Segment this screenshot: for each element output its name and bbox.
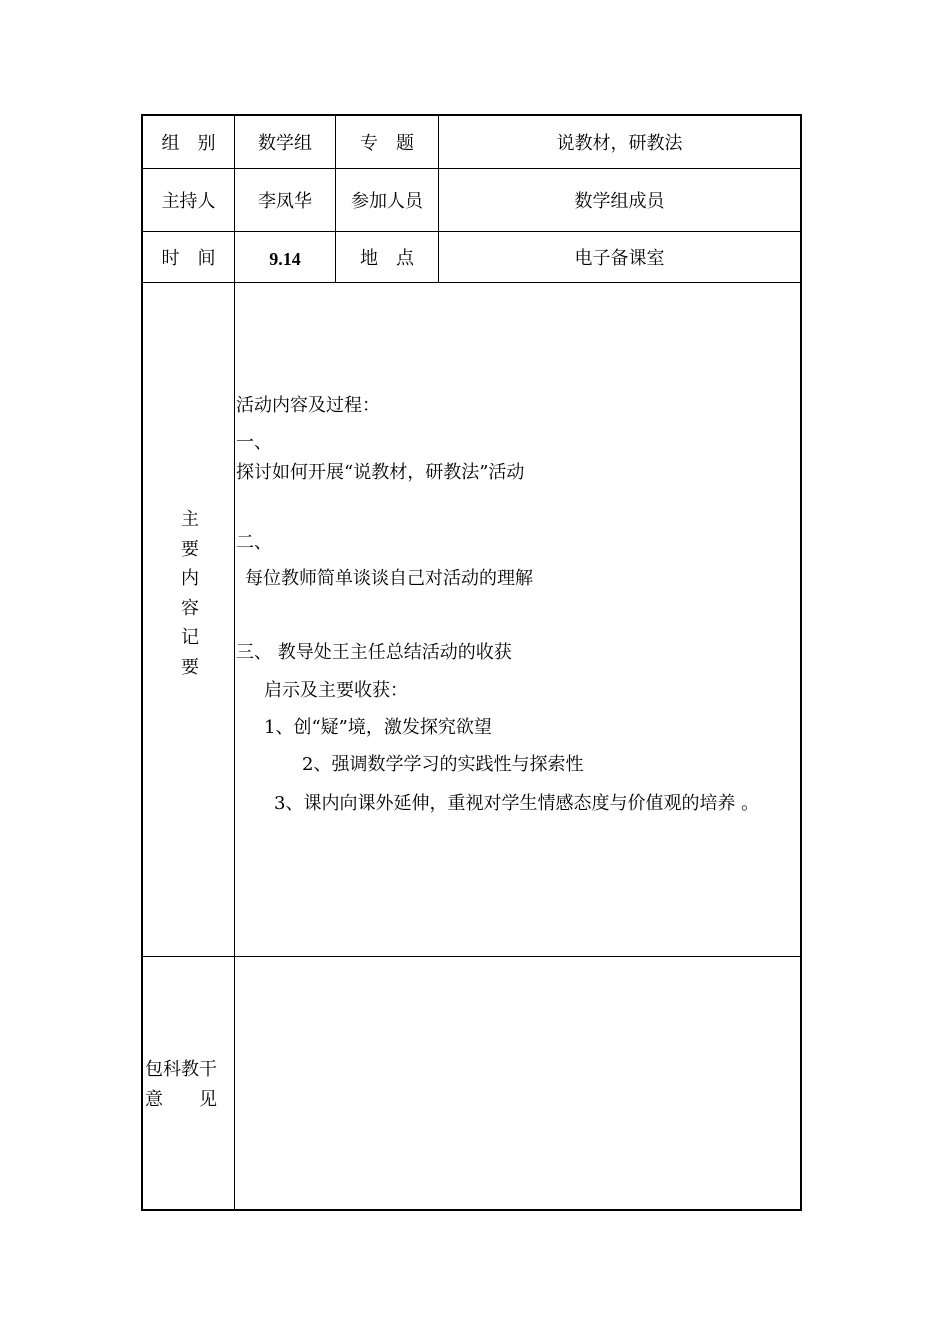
topic-label: 专 题 bbox=[360, 133, 414, 154]
place-label: 地 点 bbox=[360, 248, 414, 269]
time-value: 9.14 bbox=[269, 248, 301, 269]
content-line: 二、 bbox=[236, 532, 272, 553]
main-content-label bbox=[175, 505, 205, 682]
content-line: 启示及主要收获： bbox=[264, 680, 408, 701]
content-line: 三、 教导处王主任总结活动的收获 bbox=[236, 642, 512, 663]
label-char: 主 bbox=[181, 509, 199, 530]
content-line: 每位教师简单谈谈自己对活动的理解 bbox=[245, 568, 533, 589]
time-label: 时 间 bbox=[161, 248, 216, 269]
label-char: 内 bbox=[181, 568, 199, 589]
place-value: 电子备课室 bbox=[574, 248, 665, 269]
content-line: 探讨如何开展“说教材，研教法”活动 bbox=[236, 462, 525, 483]
content-line: 一、 bbox=[236, 432, 272, 453]
host-label: 主持人 bbox=[161, 191, 216, 212]
row-divider bbox=[141, 956, 802, 957]
participants-value: 数学组成员 bbox=[574, 191, 665, 212]
opinion-label-line2: 意 见 bbox=[145, 1089, 217, 1110]
content-line: 1、创“疑”境，激发探究欲望 bbox=[264, 717, 492, 738]
topic-value: 说教材，研教法 bbox=[556, 133, 683, 154]
label-char: 记 bbox=[181, 627, 199, 648]
host-value: 李凤华 bbox=[258, 191, 312, 212]
label-char: 容 bbox=[181, 597, 199, 619]
content-line: 活动内容及过程： bbox=[236, 395, 380, 416]
label-char: 要 bbox=[181, 656, 199, 678]
content-line: 2、强调数学学习的实践性与探索性 bbox=[302, 754, 584, 775]
group-label: 组 别 bbox=[161, 133, 216, 154]
participants-label: 参加人员 bbox=[351, 191, 423, 212]
content-line: 3、课内向课外延伸，重视对学生情感态度与价值观的培养 。 bbox=[274, 793, 760, 814]
opinion-content bbox=[240, 962, 796, 1202]
opinion-label-line1: 包科教干 bbox=[145, 1059, 217, 1080]
group-value: 数学组 bbox=[258, 133, 312, 154]
label-char: 要 bbox=[181, 538, 199, 560]
